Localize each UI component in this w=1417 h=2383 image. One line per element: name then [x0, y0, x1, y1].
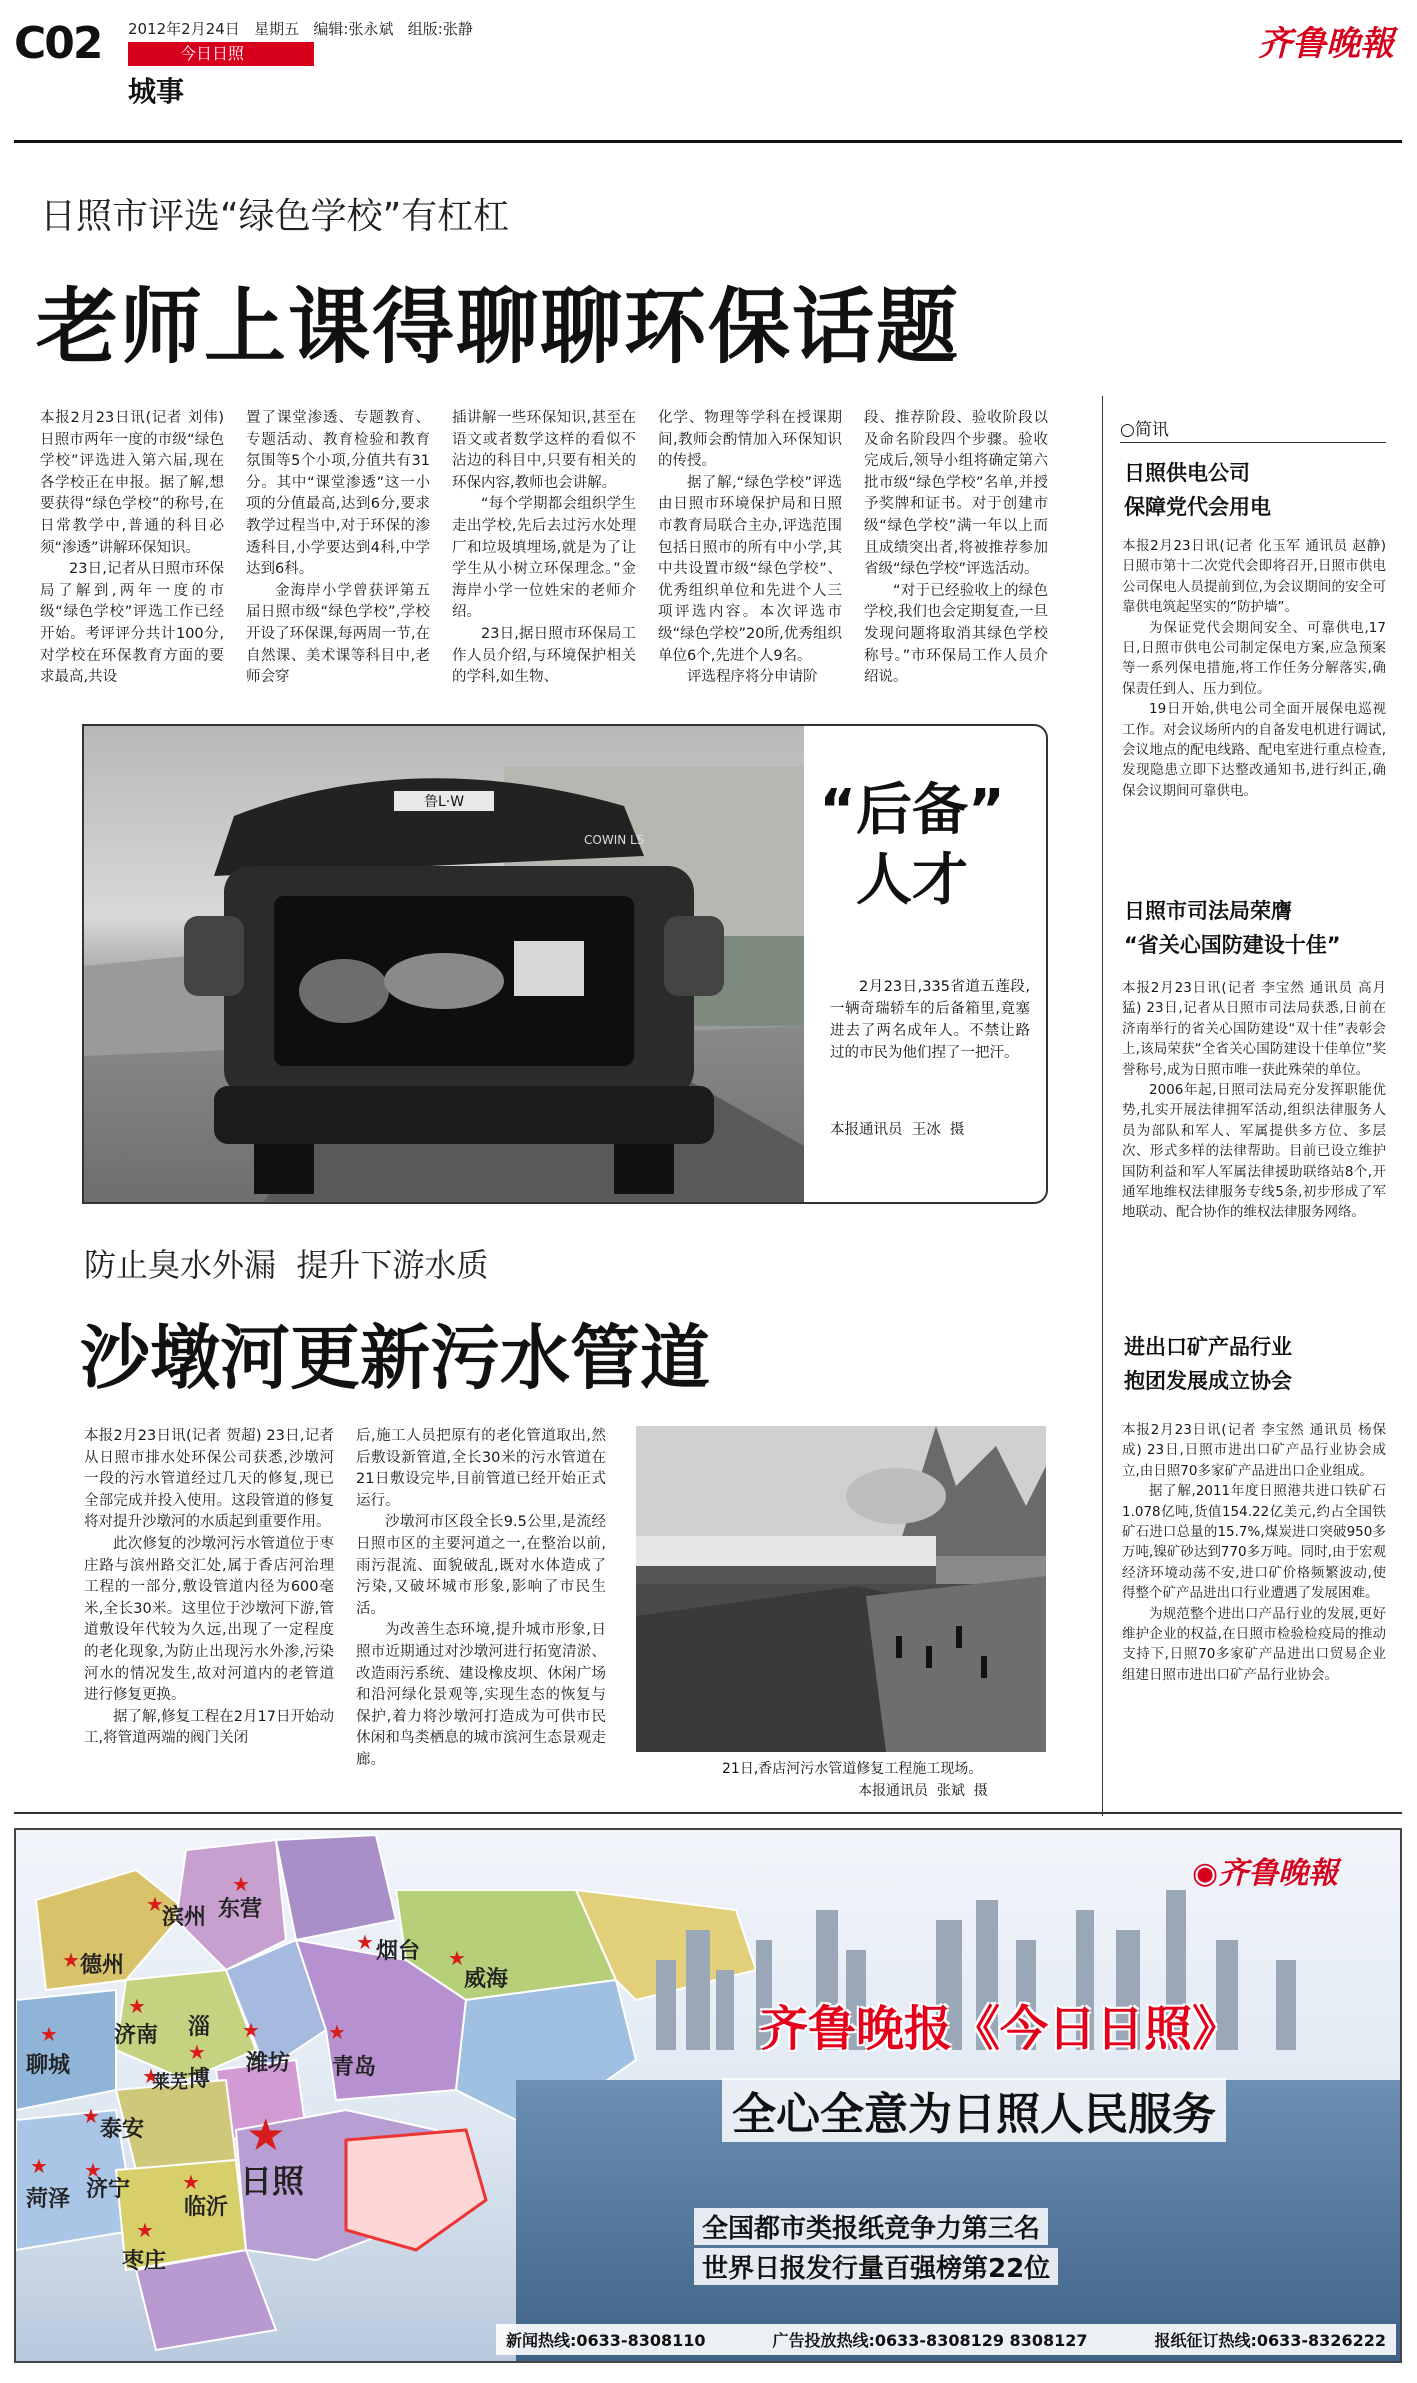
map-star-icon: ★: [182, 2170, 200, 2194]
brand-logo: 齐鲁晚報: [1258, 24, 1394, 64]
article2-para: 沙墩河市区段全长9.5公里,是流经日照市区的主要河道之一,在整治以前,雨污混流、面貌破乱,既对水体造成了污染,又破坏城市形象,影响了市民生活。: [356, 1514, 606, 1617]
ad-rank-2: 世界日报发行量百强榜第22位: [694, 2248, 1058, 2285]
article1-col3: [452, 408, 636, 708]
map-city-dezhou: 德州: [80, 1953, 125, 1978]
article2-para: 本报2月23日讯(记者 贺超) 23日,记者从日照市排水处环保公司获悉,沙墩河一段的污水管道经过几天的修复,现已全部完成并投入使用。这段管道的修复将对提升沙墩河的水质起到重要作用。: [84, 1428, 334, 1531]
ad-hotlines: [496, 2324, 1396, 2355]
article1-para: 插讲解一些环保知识,甚至在语文或者数学这样的看似不沾边的科目中,只要有相关的环保内容,教师也会讲解。: [452, 410, 636, 491]
map-star-icon: ★: [232, 1872, 250, 1896]
article1-para: 23日,记者从日照市环保局了解到,两年一度的市级“绿色学校”评选工作已经开始。考评评分共计100分,对学校在环保教育方面的要求最高,共设: [40, 561, 224, 686]
photo1-title: [812, 776, 1012, 916]
article1-col2: [246, 408, 430, 708]
brief2-para: 2006年起,日照司法局充分发挥职能优势,扎实开展法律拥军活动,组织法律服务人员为部队和军人、军属提供多方位、多层次、形式多样的法律帮助。目前已设立维护国防利益和军人军属法律援助联络站8个,开通军地维权法律服务专线5条,初步形成了军地联动、配合协作的维权法律服务网络。: [1122, 1082, 1386, 1221]
photo1-title-line2: 人才: [856, 848, 968, 913]
article2-para: 后,施工人员把原有的老化管道取出,然后敷设新管道,全长30米的污水管道在21日敷设完毕,目前管道已经开始正式运行。: [356, 1428, 606, 1509]
brief1-para: 本报2月23日讯(记者 化玉军 通讯员 赵静) 日照市第十二次党代会即将召开,日照市供电公司保电人员提前到位,为会议期间的安全可靠供电筑起坚实的“防护墙”。: [1122, 538, 1386, 616]
article2-col2: [356, 1426, 606, 1786]
bottom-rule: [14, 1812, 1402, 1814]
article1-col5: [864, 408, 1048, 708]
map-star-icon: ★: [328, 2020, 346, 2044]
article2-para: 为改善生态环境,提升城市形象,日照市近期通过对沙墩河进行拓宽清淤、改造雨污系统、建设橡皮坝、休闲广场和沿河绿化景观等,实现生态的恢复与保护,着力将沙墩河打造成为可供市民休闲和鸟类栖息的城市滨河生态景观走廊。: [356, 1622, 606, 1768]
article1-para: 化学、物理等学科在授课期间,教师会酌情加入环保知识的传授。: [658, 410, 842, 470]
ad-hotline: 广告投放热线:0633-8308129 8308127: [772, 2331, 1088, 2350]
article2-photo-credit: 本报通讯员 张斌 摄: [858, 1783, 988, 1799]
map-city-taian: 泰安: [100, 2117, 145, 2142]
article2-para: 据了解,修复工程在2月17日开始动工,将管道两端的阀门关闭: [84, 1708, 334, 1747]
map-city-linyi: 临沂: [184, 2195, 229, 2220]
brief2-title-l2: “省关心国防建设十佳”: [1124, 933, 1341, 957]
brief1-body: [1122, 536, 1386, 882]
article1-para: 段、推荐阶段、验收阶段以及命名阶段四个步骤。验收完成后,领导小组将确定第六批市级“绿色学校”名单,并授予奖牌和证书。对于创建市级“绿色学校”满一年以上而且成绩突出者,将被推荐参加省级“绿色学校”评选活动。: [864, 410, 1048, 578]
brief2-para: 本报2月23日讯(记者 李宝然 通讯员 高月猛) 23日,记者从日照市司法局获悉,日前在济南举行的省关心国防建设“双十佳”表彰会上,该局荣获“全省关心国防建设十佳单位”奖誉称号,成为日照市唯一获此殊荣的单位。: [1122, 980, 1386, 1078]
map-star-icon: ★: [142, 2064, 160, 2088]
map-city-jining: 济宁: [86, 2177, 131, 2202]
map-star-icon: ★: [448, 1946, 466, 1970]
map-star-icon: ★: [82, 2104, 100, 2128]
page-number: C02: [14, 18, 102, 69]
map-city-laiwu: 莱芜: [152, 2072, 188, 2093]
map-star-icon: ★: [242, 2018, 260, 2042]
car-illustration: [84, 726, 804, 1202]
map-star-icon: ★: [356, 1930, 374, 1954]
map-city-yantai: 烟台: [376, 1939, 421, 1964]
map-city-dongying: 东营: [218, 1897, 263, 1922]
map-star-icon: ★: [188, 2040, 206, 2064]
map-star-icon: ★: [146, 1892, 164, 1916]
section-tag: 今日日照: [128, 42, 314, 66]
brief3-para: 据了解,2011年度日照港共进口铁矿石1.078亿吨,货值154.22亿美元,约占全国铁矿石进口总量的15.7%,煤炭进口突破950多万吨,镍矿砂达到770多万吨。同时,由于宏观经济环境动荡不安,进口矿价格频繁波动,使得整个矿产品进出口行业遭遇了发展困难。: [1122, 1483, 1386, 1602]
ad-banner: [14, 1828, 1402, 2363]
brief3-para: 为规范整个进出口产品行业的发展,更好维护企业的权益,在日照市检验检疫局的推动支持下,日照70多家矿产品进出口贸易企业组建日照市进出口矿产品行业协会。: [1122, 1605, 1386, 1683]
ad-slogan: 全心全意为日照人民服务: [722, 2078, 1226, 2142]
map-city-rizhao: 日照: [240, 2162, 305, 2200]
brief1-title-l1: 日照供电公司: [1124, 461, 1250, 485]
brief2-body: [1122, 978, 1386, 1306]
sidebar-label: [1120, 418, 1386, 443]
map-city-zibo-2: 博: [188, 2067, 211, 2092]
brief3-body: [1122, 1420, 1386, 1804]
map-city-zibo-1: 淄: [188, 2015, 211, 2040]
map-star-icon: ★: [128, 1994, 146, 2018]
section-title: 城事: [128, 75, 185, 108]
article1-para: 据了解,“绿色学校”评选由日照市环境保护局和日照市教育局联合主办,评选范围包括日照市的所有中小学,其中共设置市级“绿色学校”、优秀组织单位和先进个人三项评选内容。本次评选市级“绿色学校”20所,优秀组织单位6个,先进个人9名。: [658, 474, 842, 664]
ad-logo: [1192, 1848, 1338, 1892]
brief1-title: [1124, 456, 1384, 524]
article1-para: “每个学期都会组织学生走出学校,先后去过污水处理厂和垃圾填埋场,就是为了让学生从小树立环保理念。”金海岸小学一位姓宋的老师介绍。: [452, 496, 636, 621]
ad-logo-icon: ◉: [1192, 1856, 1219, 1891]
brief2-title-l1: 日照市司法局荣膺: [1124, 899, 1292, 923]
article1-para: 23日,据日照市环保局工作人员介绍,与环境保护相关的学科,如生物、: [452, 625, 636, 686]
photo1-credit: 本报通讯员 王冰 摄: [830, 1122, 965, 1138]
ad-rank-1: 全国都市类报纸竞争力第三名: [694, 2208, 1048, 2245]
map-star-icon: ★: [62, 1948, 80, 1972]
article1-para: 本报2月23日讯(记者 刘伟) 日照市两年一度的市级“绿色学校”评选进入第六届,现在各学校正在申报。据了解,想要获得“绿色学校”的称号,在日常教学中,普通的科目必须“渗透”讲解环保知识。: [40, 410, 224, 556]
article2-headline: 沙墩河更新污水管道: [80, 1317, 710, 1399]
header-rule: [14, 140, 1402, 143]
article1-col4: [658, 408, 842, 708]
map-star-icon: ★: [30, 2154, 48, 2178]
article1-para: 置了课堂渗透、专题教育、专题活动、教育检验和教育氛围等5个小项,分值共有31分。其中“课堂渗透”这一小项的分值最高,达到6分,要求教学过程当中,对于环保的渗透科目,小学要达到4科,中学达到6科。: [246, 410, 430, 578]
article1-col1: [40, 408, 224, 708]
issue-meta: 2012年2月24日 星期五 编辑:张永斌 组版:张静: [128, 20, 473, 38]
car-plate: 鲁L·W: [423, 794, 465, 810]
article1-para: “对于已经验收上的绿色学校,我们也会定期复查,一旦发现问题将取消其绿色学校称号。”市环保局工作人员介绍说。: [864, 582, 1048, 686]
article1-headline: 老师上课得聊聊环保话题: [36, 280, 961, 375]
construction-photo: [636, 1426, 1046, 1752]
brief1-para: 为保证党代会期间安全、可靠供电,17日,日照市供电公司制定保电方案,应急预案等一系列保电措施,将工作任务分解落实,确保责任到人、压力到位。: [1122, 619, 1386, 697]
brief3-title: [1124, 1330, 1390, 1398]
news-hotline: 新闻热线:0633-8308110: [506, 2331, 706, 2350]
article2-para: 此次修复的沙墩河污水管道位于枣庄路与滨州路交汇处,属于香店河治理工程的一部分,敷设管道内径为600毫米,全长30米。这里位于沙墩河下游,管道敷设年代较为久远,出现了一定程度的老化现象,为防止出现污水外渗,污染河水的情况发生,故对河道内的老管道进行修复更换。: [84, 1535, 334, 1704]
map-city-binzhou: 滨州: [162, 1905, 207, 1930]
sidebar-label-text: 简讯: [1134, 420, 1169, 440]
map-star-icon: ★: [40, 2022, 58, 2046]
rizhao-star-icon: ★: [246, 2110, 286, 2161]
article1-para: 金海岸小学曾获评第五届日照市级“绿色学校”,学校开设了环保课,每两周一节,在自然课、美术课等科目中,老师会穿: [246, 582, 430, 686]
brief1-para: 19日开始,供电公司全面开展保电巡视工作。对会议场所内的自备发电机进行调试,会议地点的配电线路、配电室进行重点检查,发现隐患立即下达整改通知书,进行纠正,确保会议期间可靠供电。: [1122, 701, 1386, 799]
article2-col1: [84, 1426, 334, 1786]
map-city-jinan: 济南: [114, 2023, 159, 2048]
map-city-heze: 菏泽: [26, 2187, 71, 2212]
map-city-zaozhuang: 枣庄: [122, 2249, 167, 2274]
article1-para: 评选程序将分申请阶: [687, 669, 818, 686]
article1-kicker: 日照市评选“绿色学校”有杠杠: [40, 196, 510, 237]
car-badge: COWIN L5: [584, 833, 645, 847]
map-star-icon: ★: [136, 2218, 154, 2242]
map-city-qingdao: 青岛: [332, 2055, 377, 2080]
brief3-title-l2: 抱团发展成立协会: [1124, 1369, 1292, 1393]
brief2-title: [1124, 894, 1390, 962]
sidebar-bullet-icon: ○: [1120, 420, 1135, 440]
subscription-hotline: 报纸征订热线:0633-8326222: [1154, 2331, 1386, 2350]
map-city-liaocheng: 聊城: [26, 2053, 71, 2078]
construction-illustration: [636, 1426, 1046, 1752]
ad-logo-text: 齐鲁晚報: [1218, 1856, 1339, 1891]
brief3-para: 本报2月23日讯(记者 李宝然 通讯员 杨保成) 23日,日照市进出口矿产品行业协会成立,由日照70多家矿产品进出口企业组成。: [1122, 1422, 1386, 1479]
photo1-title-line1: “后备”: [819, 778, 1005, 843]
article2-photo-caption: 21日,香店河污水管道修复工程施工现场。: [722, 1761, 983, 1777]
map-city-weifang: 潍坊: [246, 2051, 291, 2076]
brief1-title-l2: 保障党代会用电: [1124, 495, 1271, 519]
sidebar-divider: [1102, 396, 1103, 1816]
photo1-caption: 2月23日,335省道五莲段,一辆奇瑞轿车的后备箱里,竟塞进去了两名成年人。不禁让路过的市民为他们捏了一把汗。: [830, 979, 1030, 1061]
map-star-icon: ★: [84, 2158, 102, 2182]
map-city-weihai: 威海: [464, 1967, 509, 1992]
brief3-title-l1: 进出口矿产品行业: [1124, 1335, 1292, 1359]
article2-kicker: 防止臭水外漏 提升下游水质: [84, 1246, 489, 1284]
ad-title: 齐鲁晚报《今日日照》: [760, 2001, 1241, 2057]
car-photo: [84, 726, 804, 1202]
